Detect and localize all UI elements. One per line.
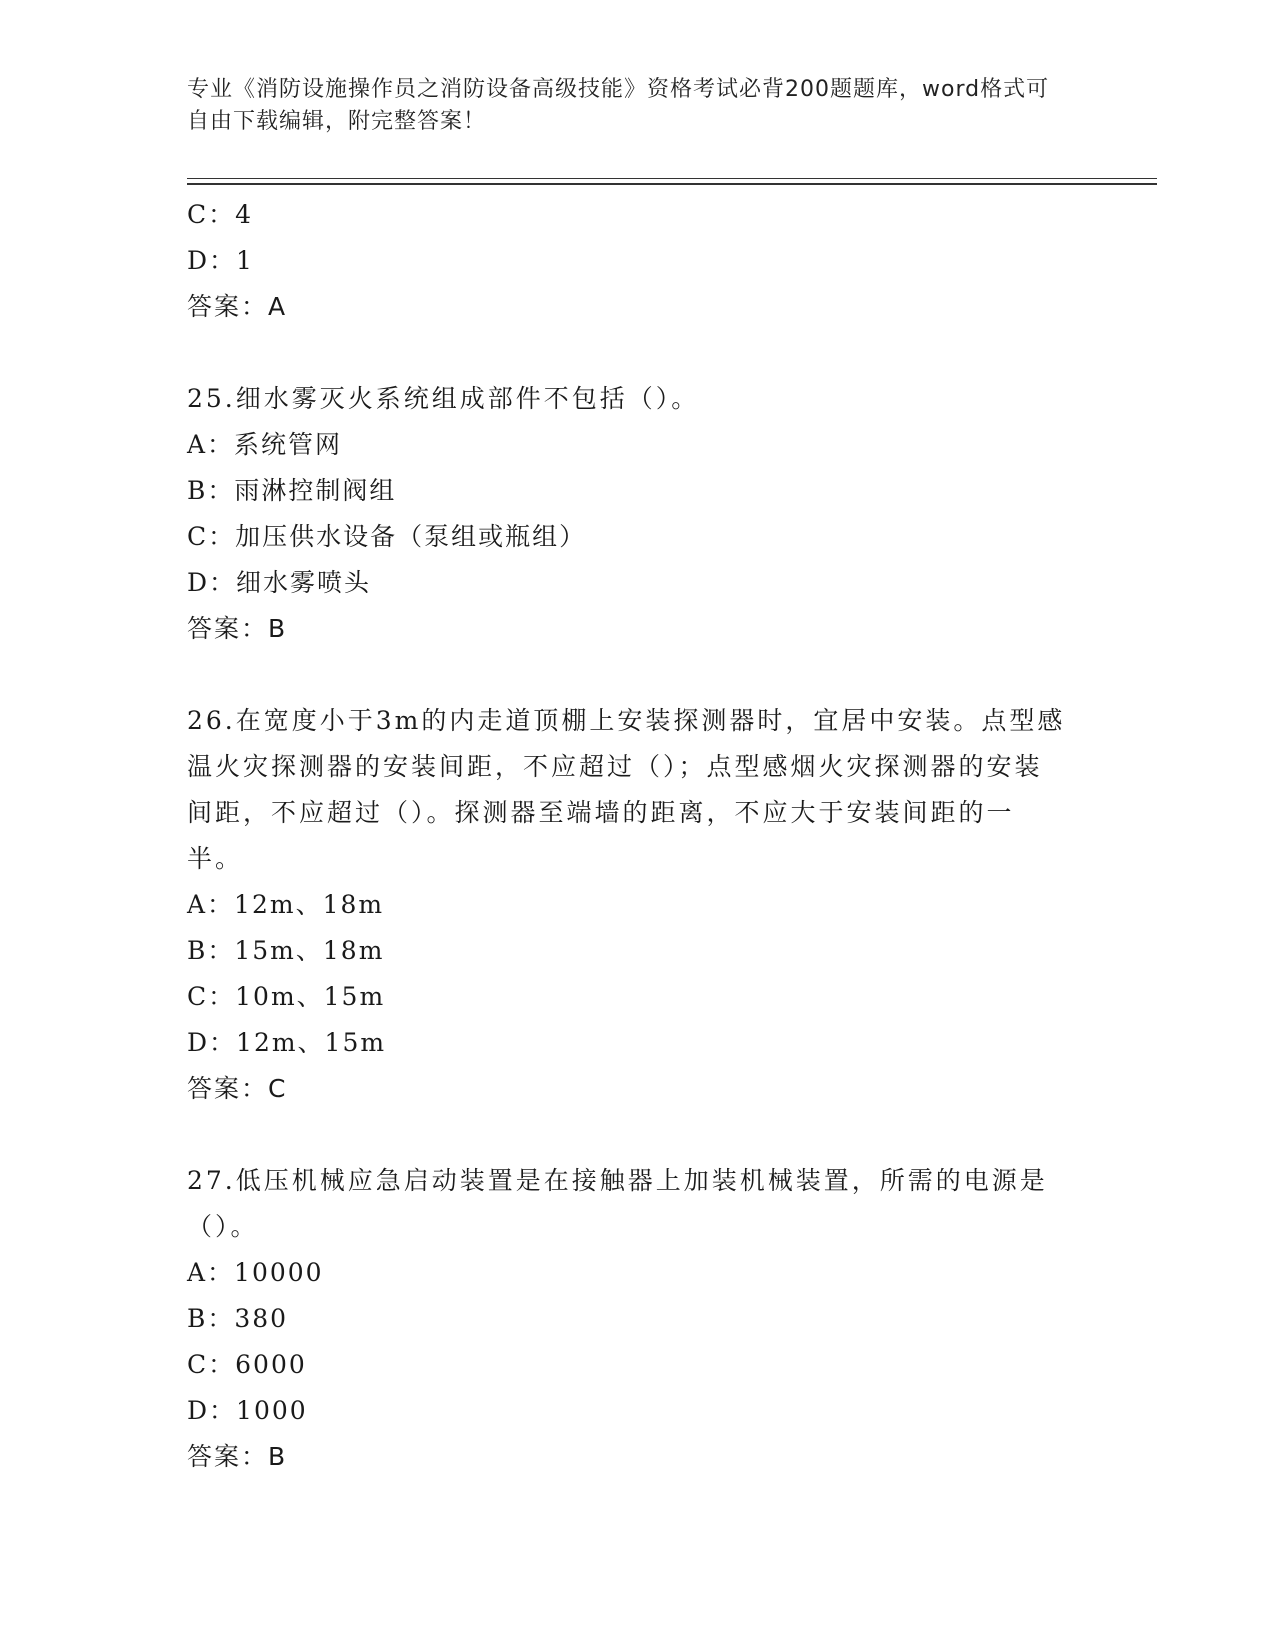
- option-b: B：雨淋控制阀组: [187, 476, 397, 505]
- answer-line: 答案：B: [187, 614, 288, 643]
- answer-line: 答案：A: [187, 292, 288, 321]
- spacer: [187, 330, 1087, 376]
- option-a: A：系统管网: [187, 430, 343, 459]
- header-divider: [187, 178, 1157, 185]
- answer-line: 答案：B: [187, 1442, 288, 1471]
- option-b: B：380: [187, 1304, 289, 1333]
- option-c: C：加压供水设备（泵组或瓶组）: [187, 522, 587, 551]
- question-list: [187, 192, 1087, 1480]
- option-c: C：6000: [187, 1350, 307, 1379]
- option-a: A：10000: [187, 1258, 324, 1287]
- option-a: A：12m、18m: [187, 890, 385, 919]
- option-d: D：1000: [187, 1396, 308, 1425]
- answer-line: 答案：C: [187, 1074, 288, 1103]
- spacer: [187, 1112, 1087, 1158]
- question-text: 25.细水雾灭火系统组成部件不包括（）。: [187, 384, 700, 413]
- option-d: D：细水雾喷头: [187, 568, 372, 597]
- option-b: B：15m、18m: [187, 936, 385, 965]
- page-header: [187, 74, 1067, 138]
- option-d: D：1: [187, 246, 254, 275]
- previous-question-tail: [187, 192, 1087, 330]
- option-c: C：10m、15m: [187, 982, 386, 1011]
- option-d: D：12m、15m: [187, 1028, 387, 1057]
- question-text: 26.在宽度小于3m的内走道顶棚上安装探测器时，宜居中安装。点型感温火灾探测器的安装间距，不应超过（）；点型感烟火灾探测器的安装间距，不应超过（）。探测器至端墙的距离，不应大于安装间距的一半。: [187, 706, 1066, 873]
- question-25: [187, 376, 1087, 652]
- spacer: [187, 652, 1087, 698]
- header-title: 专业《消防设施操作员之消防设备高级技能》资格考试必背200题题库，word格式可自由下载编辑，附完整答案！: [187, 77, 1050, 134]
- question-text: 27.低压机械应急启动装置是在接触器上加装机械装置，所需的电源是（）。: [187, 1166, 1048, 1241]
- option-c: C：4: [187, 200, 254, 229]
- question-26: [187, 698, 1087, 1112]
- question-27: [187, 1158, 1087, 1480]
